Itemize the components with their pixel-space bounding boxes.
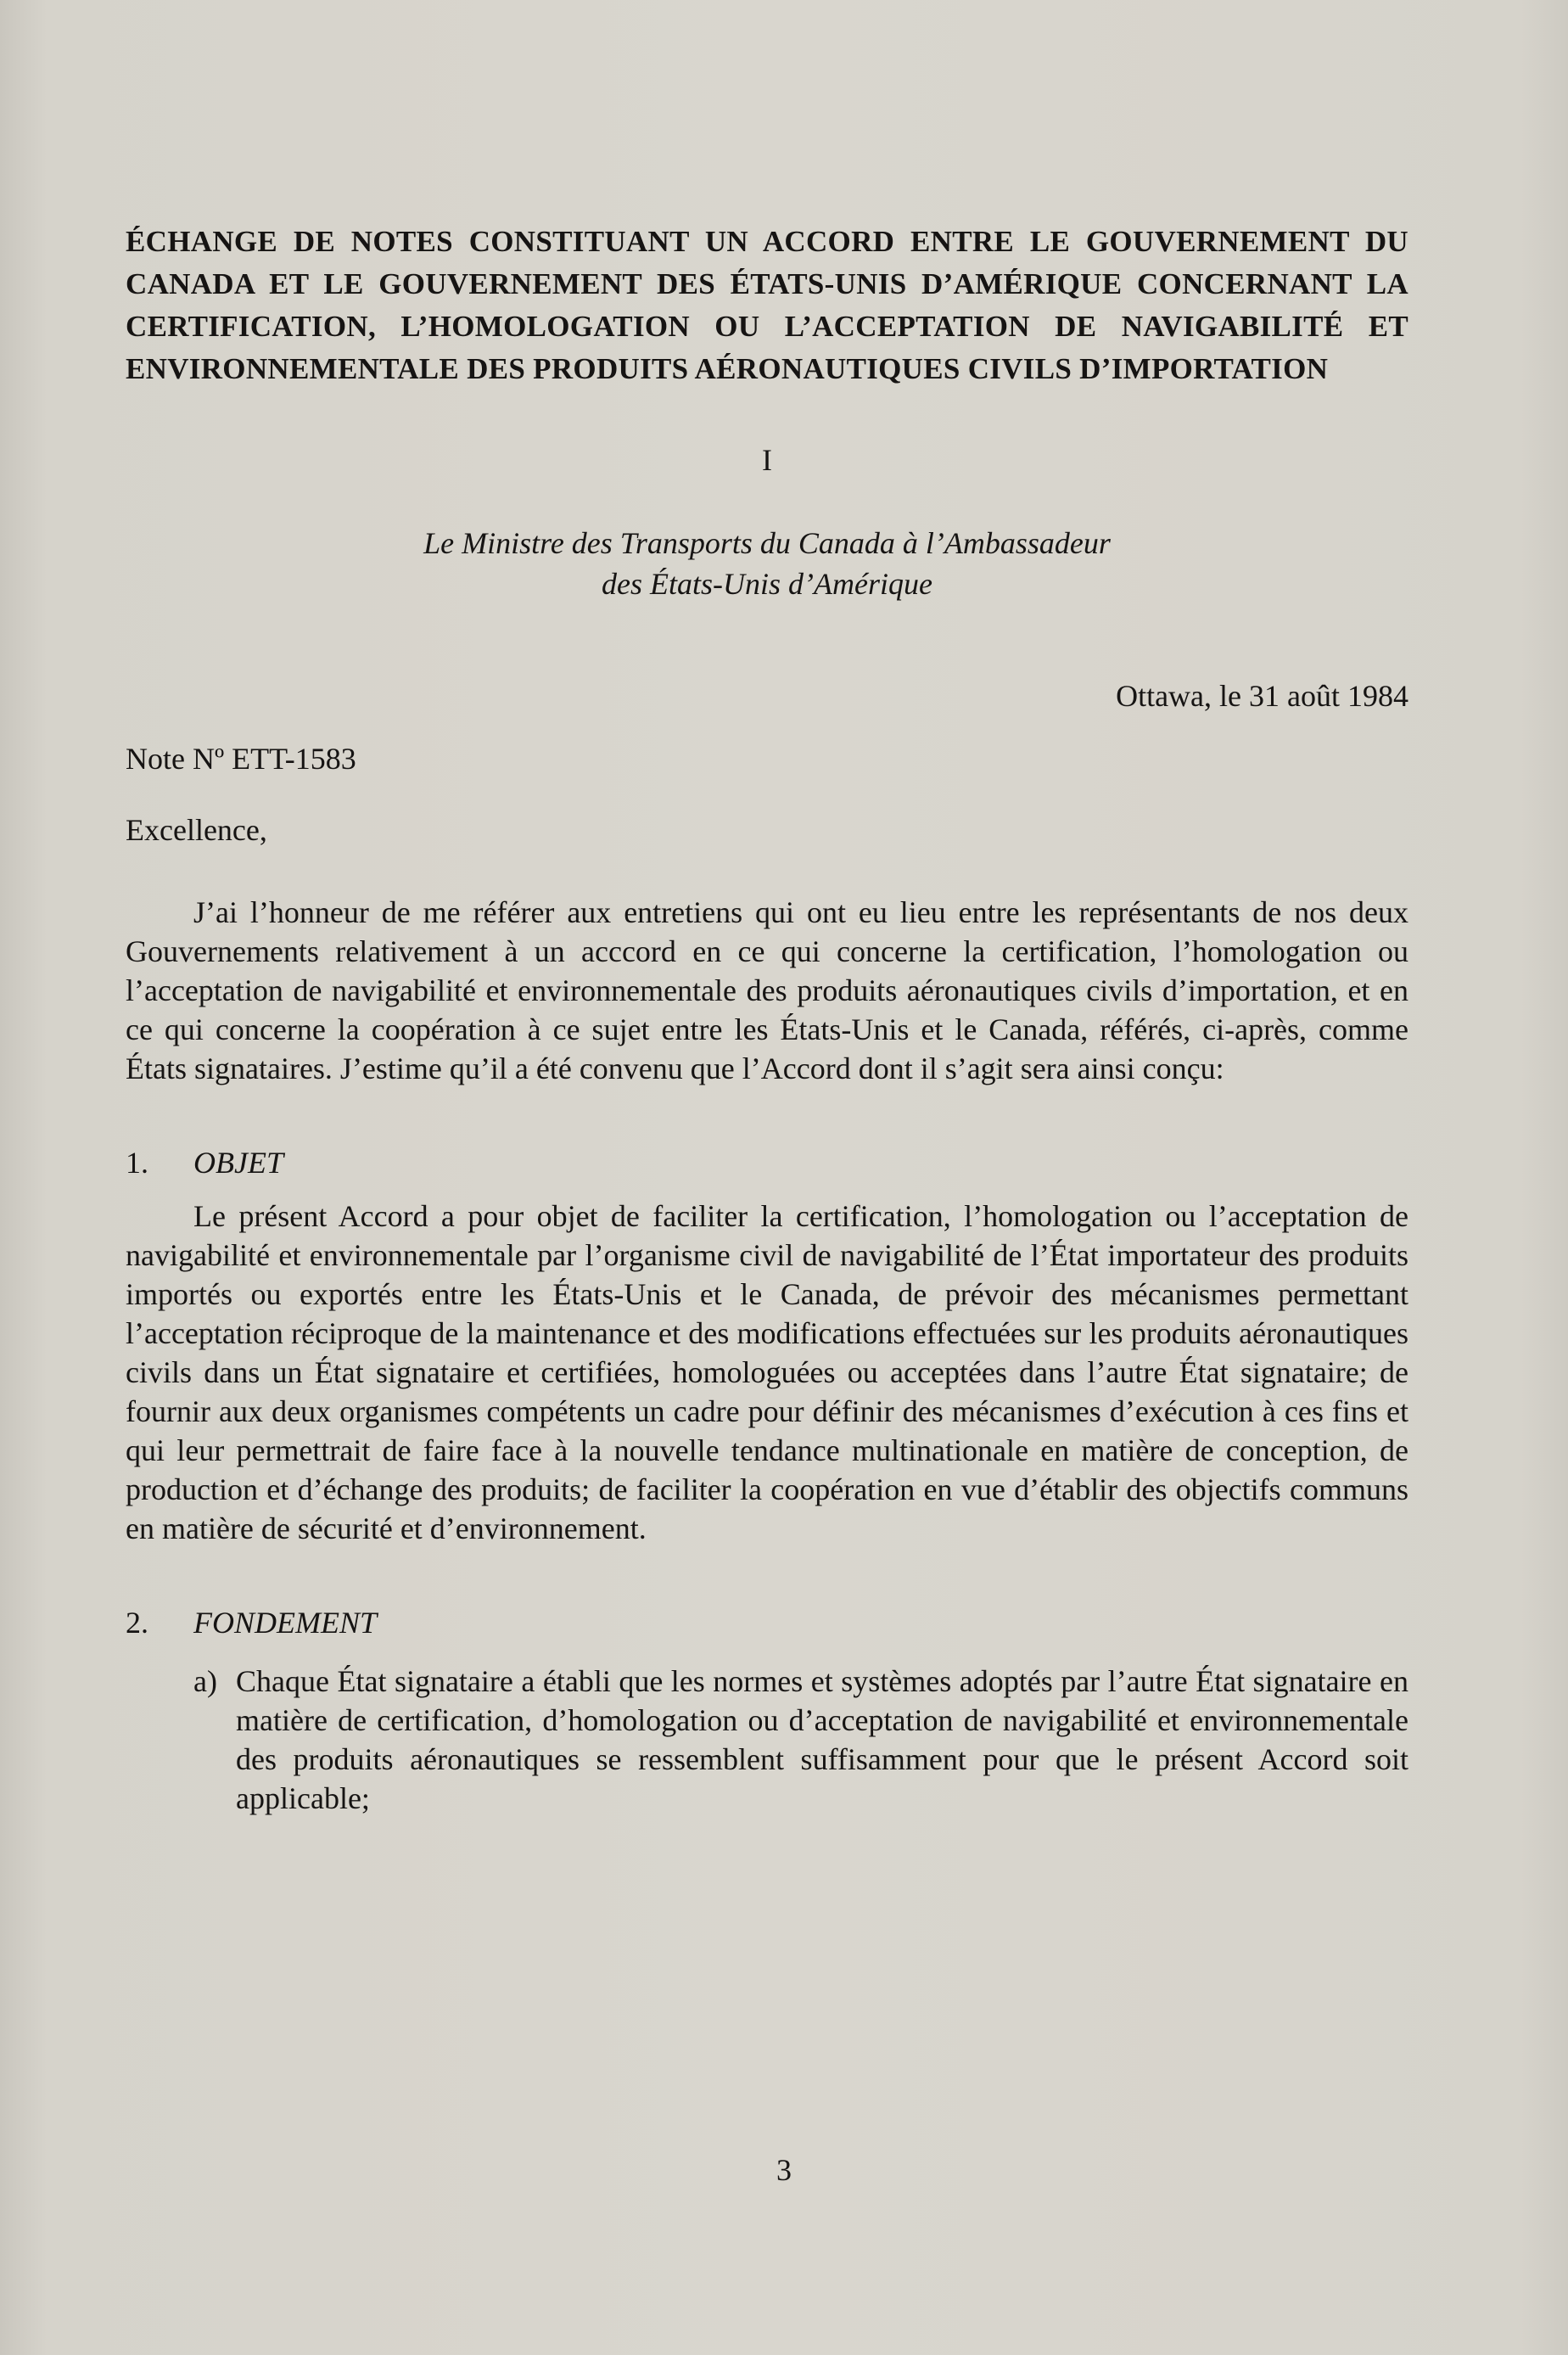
note-number: Note Nº ETT-1583 <box>126 742 356 776</box>
list-item-text: Chaque État signataire a établi que les normes et systèmes adoptés par l’autre État signataire en matière de certification, d’homologation ou d’acceptation de navigabilité et environnementale des produits aéronautiques se ressemblent suffisamment pour que le présent Accord soit applicable; <box>236 1664 1408 1815</box>
section-objet-text: Le présent Accord a pour objet de faciliter la certification, l’homologation ou l’acceptation de navigabilité et environnementale par l’organisme civil de navigabilité de l’État importateur des produits importés ou exportés entre les États-Unis et le Canada, de prévoir des mécanismes permettant l’acceptation réciproque de la maintenance et des modifications effectuées sur les produits aéronautiques civils dans un État signataire et certifiées, homologuées ou acceptées dans l’autre État signataire; de fournir aux deux organismes compétents un cadre pour définir des mécanismes d’exécution à ces fins et qui leur permettrait de faire face à la nouvelle tendance multinationale en matière de conception, de production et d’échange des produits; de faciliter la coopération en vue d’établir des objectifs communs en matière de sécurité et d’environnement. <box>126 1199 1408 1545</box>
document-title: ÉCHANGE DE NOTES CONSTITUANT UN ACCORD ENTRE LE GOUVERNEMENT DU CANADA ET LE GOUVERNEMENT DES ÉTATS-UNIS D’AMÉRIQUE CONCERNANT LA CERTIFICATION, L’HOMOLOGATION OU L’ACCEPTATION DE NAVIGABILITÉ ET ENVIRONNEMENTALE DES PRODUITS AÉRONAUTIQUES CIVILS D’IMPORTATION <box>126 225 1408 385</box>
document-body <box>126 221 1408 1818</box>
salutation: Excellence, <box>126 813 267 847</box>
list-item <box>126 1662 1408 1818</box>
sender-recipient-heading <box>126 523 1408 604</box>
list-item-letter: a) <box>193 1664 217 1698</box>
section-heading-fondement <box>126 1604 1408 1641</box>
sender-line-1: Le Ministre des Transports du Canada à l’Ambassadeur <box>423 526 1111 560</box>
section-label: OBJET <box>193 1146 283 1180</box>
part-number: I <box>762 443 772 477</box>
section-heading-objet <box>126 1144 1408 1181</box>
sender-line-2: des États-Unis d’Amérique <box>602 567 932 601</box>
section-number: 2. <box>126 1606 148 1640</box>
section-number: 1. <box>126 1146 148 1180</box>
page-number: 3 <box>776 2153 792 2187</box>
section-label: FONDEMENT <box>193 1606 377 1640</box>
place-date: Ottawa, le 31 août 1984 <box>1116 679 1408 713</box>
intro-paragraph: J’ai l’honneur de me référer aux entretiens qui ont eu lieu entre les représentants de nos deux Gouvernements relativement à un acccord en ce qui concerne la certification, l’homologation ou l’acceptation de navigabilité et environnementale des produits aéronautiques civils d’importation, et en ce qui concerne la coopération à ce sujet entre les États-Unis et le Canada, référés, ci-après, comme États signataires. J’estime qu’il a été convenu que l’Accord dont il s’agit sera ainsi conçu: <box>126 895 1408 1085</box>
